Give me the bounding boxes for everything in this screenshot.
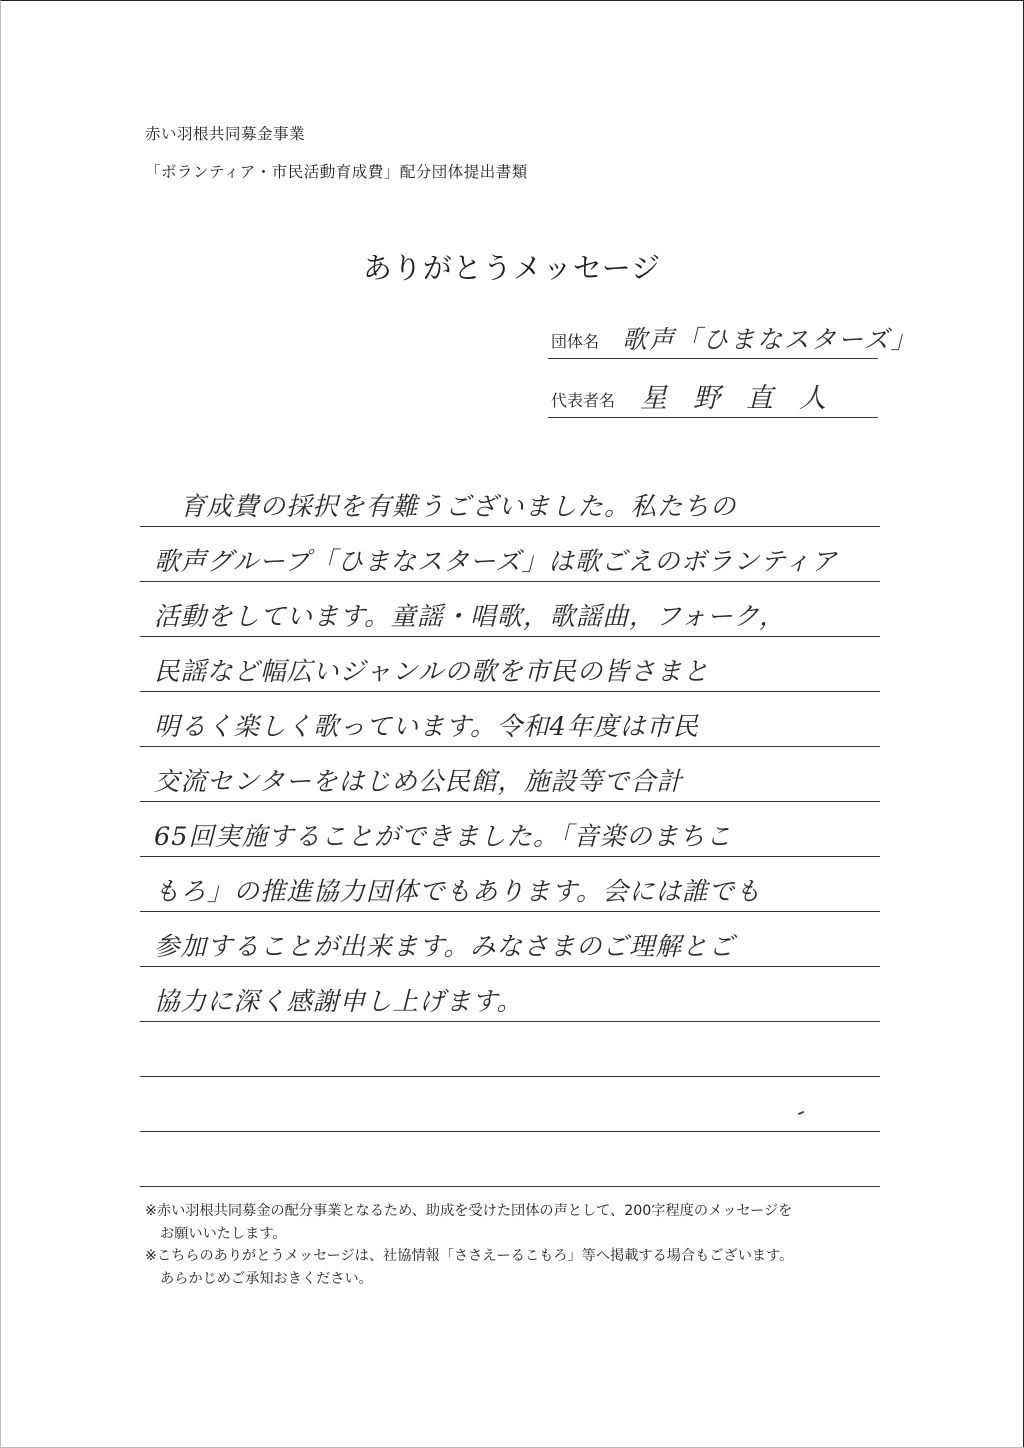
message-line bbox=[140, 582, 880, 637]
representative-name-label: 代表者名 bbox=[551, 391, 616, 410]
note-text-continued: あらかじめご承知おきください。 bbox=[160, 1270, 373, 1287]
message-line bbox=[140, 802, 880, 857]
message-line bbox=[140, 472, 880, 527]
organization-name-label: 団体名 bbox=[551, 332, 600, 351]
message-line-text: もろ」の推進協力団体でもあります。会には誰でも bbox=[154, 877, 762, 907]
message-line-text: 交流センターをはじめ公民館，施設等で合計 bbox=[154, 767, 683, 797]
organization-name-field bbox=[548, 318, 918, 359]
notes-section bbox=[145, 1200, 1005, 1290]
message-line-empty bbox=[140, 1132, 880, 1187]
organization-name-value: 歌声「ひまなスターズ」 bbox=[622, 325, 918, 354]
message-line bbox=[140, 857, 880, 912]
message-line-text: 明るく楽しく歌っています。令和4年度は市民 bbox=[154, 712, 700, 742]
message-line-empty bbox=[140, 1077, 880, 1132]
representative-name-value: 星野直人 bbox=[640, 383, 852, 414]
message-line-text: 活動をしています。童謡・唱歌，歌謡曲，フォーク， bbox=[154, 602, 786, 632]
handwritten-message-area bbox=[140, 472, 880, 1187]
message-line-text: 育成費の採択を有難うございました。私たちの bbox=[180, 492, 737, 522]
note-text: ※赤い羽根共同募金の配分事業となるため、助成を受けた団体の声として、200字程度のメッセージを bbox=[145, 1203, 793, 1219]
message-line bbox=[140, 527, 880, 582]
note-item bbox=[145, 1245, 1005, 1290]
header-document-type: 「ボランティア・市民活動育成費」配分団体提出書類 bbox=[145, 163, 528, 181]
message-line-text: 歌声グループ「ひまなスターズ」は歌ごえのボランティア bbox=[154, 547, 838, 577]
message-line bbox=[140, 967, 880, 1022]
header-program-name: 赤い羽根共同募金事業 bbox=[145, 125, 306, 143]
message-line-empty bbox=[140, 1022, 880, 1077]
note-text: ※こちらのありがとうメッセージは、社協情報「ささえーるこもろ」等へ掲載する場合もございます。 bbox=[145, 1248, 794, 1264]
message-line-text: 参加することが出来ます。みなさまのご理解とご bbox=[154, 932, 735, 962]
message-line-text: 民謡など幅広いジャンルの歌を市民の皆さまと bbox=[154, 657, 710, 687]
note-text-continued: お願いいたします。 bbox=[160, 1225, 287, 1242]
note-item bbox=[145, 1200, 1005, 1245]
document-title: ありがとうメッセージ bbox=[362, 251, 662, 285]
message-line bbox=[140, 637, 880, 692]
message-line bbox=[140, 692, 880, 747]
message-line-text: 協力に深く感謝申し上げます。 bbox=[154, 987, 523, 1017]
message-line bbox=[140, 747, 880, 802]
message-line bbox=[140, 912, 880, 967]
representative-name-field bbox=[548, 377, 878, 418]
message-line-text: 65回実施することができました。「音楽のまちこ bbox=[154, 822, 733, 852]
